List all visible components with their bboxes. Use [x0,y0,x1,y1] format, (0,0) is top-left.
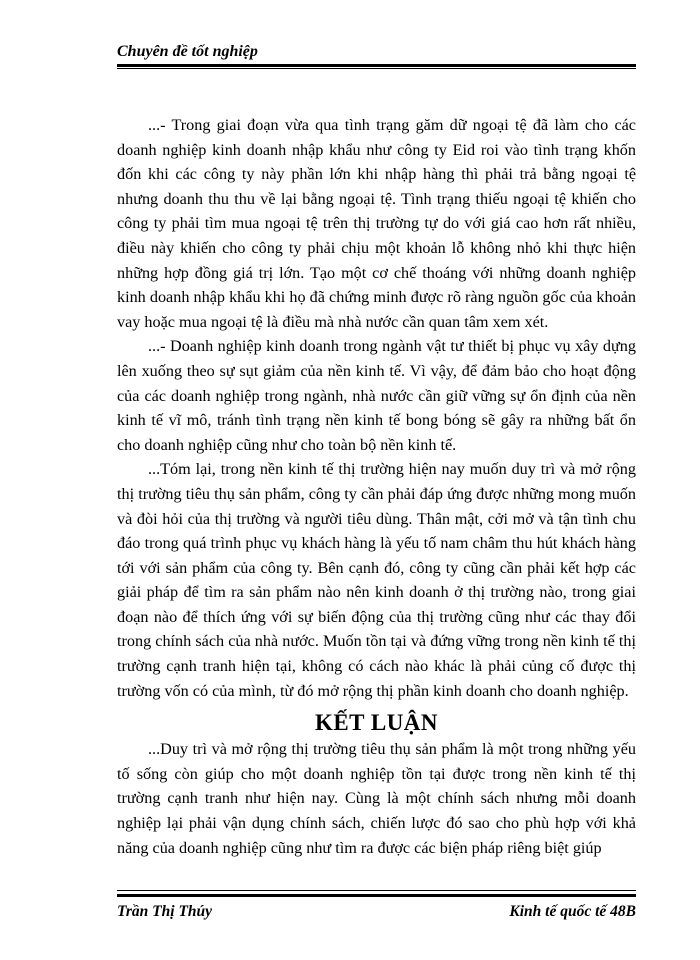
paragraph-conclusion: ...Duy trì và mở rộng thị trường tiêu thụ sản phẩm là một trong những yếu tố sống còn giúp cho một doanh nghiệp tồn tại được trong nền kinh tế thị trường cạnh tranh như hiện nay. Cùng là một chính sách nhưng mỗi doanh nghiệp lại phải vận dụng chính sách, chiến lược đó sao cho phù hợp với khả năng của doanh nghiệp cũng như tìm ra được các biện pháp riêng biệt giúp [117,740,636,857]
footer-rule-thick [117,894,636,897]
header-rule-thin [117,68,636,69]
page-header [117,42,636,64]
header-rule-thick [117,64,636,67]
document-body [117,113,636,860]
paragraph-construction-equipment: ...- Doanh nghiệp kinh doanh trong ngành vật tư thiết bị phục vụ xây dựng lên xuống theo sự sụt giảm của nền kinh tế. Vì vậy, để đảm bảo cho hoạt động của các doanh nghiệp trong ngành, nhà nước cần giữ vững sự ổn định của nền kinh tế vĩ mô, tránh tình trạng nền kinh tế bong bóng sẽ gây ra những bất ổn cho doanh nghiệp cũng như cho toàn bộ nền kinh tế. [117,337,636,454]
conclusion-heading: KẾT LUẬN [314,710,439,736]
page-footer [117,890,636,920]
paragraph-foreign-currency: ...- Trong giai đoạn vừa qua tình trạng găm dữ ngoại tệ đã làm cho các doanh nghiệp kinh doanh nhập khẩu như công ty Eid roi vào tình trạng khốn đốn khi các công ty này phần lớn khi nhập hàng thì phải trả bằng ngoại tệ nhưng doanh thu thu về lại bằng ngoại tệ. Tình trạng thiếu ngoại tệ khiến cho công ty phải tìm mua ngoại tệ trên thị trường tự do với giá cao hơn rất nhiều, điều này khiến cho công ty phải chịu một khoản lỗ không nhỏ khi thực hiện những hợp đồng giá trị lớn. Tạo một cơ chế thoáng với những doanh nghiệp kinh doanh nhập khẩu khi họ đã chứng minh được rõ ràng nguồn gốc của khoản vay hoặc mua ngoại tệ là điều mà nhà nước cần quan tâm xem xét. [117,116,636,331]
document-title: Chuyên đề tốt nghiệp [117,43,258,60]
footer-rule-thin [117,890,636,891]
footer-class: Kinh tế quốc tế 48B [509,903,636,920]
footer-author: Trần Thị Thúy [117,903,213,920]
paragraph-summary: ...Tóm lại, trong nền kinh tế thị trường hiện nay muốn duy trì và mở rộng thị trường tiêu thụ sản phẩm, công ty cần phải đáp ứng được những mong muốn và đòi hỏi của thị trường và người tiêu dùng. Thân mật, cởi mở và tận tình chu đáo trong quá trình phục vụ khách hàng là yếu tố nam châm thu hút khách hàng tới với sản phẩm của công ty. Bên cạnh đó, công ty cũng cần phải kết hợp các giải pháp để tìm ra sản phẩm nào nên kinh doanh ở thị trường nào, trong giai đoạn nào để thích ứng với sự biến động của thị trường cũng như các thay đổi trong chính sách của nhà nước. Muốn tồn tại và đứng vững trong nền kinh tế thị trường cạnh tranh hiện tại, không có cách nào khác là phải củng cố được thị trường vốn có của mình, từ đó mở rộng thị phần kinh doanh cho doanh nghiệp. [117,460,636,700]
